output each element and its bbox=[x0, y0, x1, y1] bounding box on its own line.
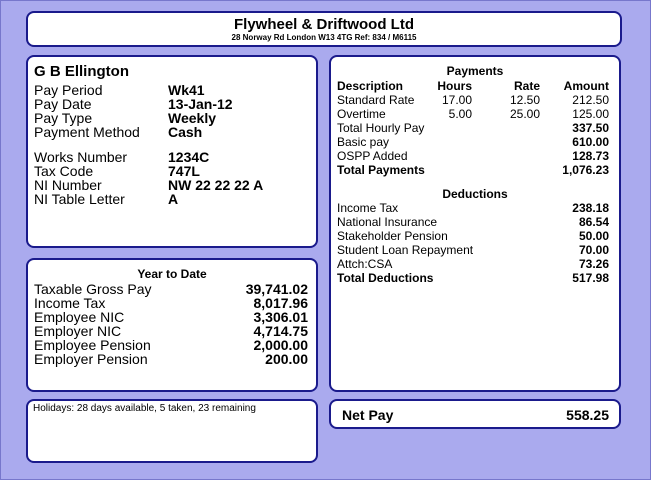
payment-line-amount: 125.00 bbox=[572, 107, 609, 121]
net-pay-panel bbox=[329, 399, 621, 429]
field-value-ni-table-letter: A bbox=[168, 191, 179, 207]
field-value-pay-period: Wk41 bbox=[168, 82, 205, 98]
notes-panel bbox=[26, 399, 318, 463]
ytd-label: Employer Pension bbox=[34, 351, 148, 367]
employee-panel bbox=[26, 55, 318, 248]
total-deductions-label: Total Deductions bbox=[337, 271, 434, 285]
payments-title: Payments bbox=[446, 64, 504, 78]
ytd-value: 3,306.01 bbox=[253, 309, 308, 325]
field-value-pay-type: Weekly bbox=[168, 110, 216, 126]
ytd-value: 2,000.00 bbox=[253, 337, 308, 353]
field-label-tax-code: Tax Code bbox=[34, 163, 94, 179]
net-pay-label: Net Pay bbox=[342, 407, 394, 423]
field-label-works-number: Works Number bbox=[34, 149, 128, 165]
ytd-label: Employee Pension bbox=[34, 337, 151, 353]
field-label-pay-period: Pay Period bbox=[34, 82, 103, 98]
deduction-label: Stakeholder Pension bbox=[337, 229, 448, 243]
company-name: Flywheel & Driftwood Ltd bbox=[234, 16, 414, 33]
deduction-value: 86.54 bbox=[578, 215, 609, 229]
deduction-value: 70.00 bbox=[578, 243, 609, 257]
payments-panel bbox=[329, 55, 621, 392]
ytd-label: Employee NIC bbox=[34, 309, 125, 325]
ytd-value: 8,017.96 bbox=[253, 295, 308, 311]
deduction-value: 50.00 bbox=[578, 229, 609, 243]
deduction-label: National Insurance bbox=[337, 215, 438, 229]
employee-name: G B Ellington bbox=[34, 63, 129, 80]
col-header-description: Description bbox=[337, 79, 404, 93]
field-label-pay-date: Pay Date bbox=[34, 96, 92, 112]
field-label-payment-method: Payment Method bbox=[34, 124, 140, 140]
deductions-title: Deductions bbox=[442, 187, 508, 201]
ytd-value: 39,741.02 bbox=[245, 281, 308, 297]
total-deductions-value: 517.98 bbox=[572, 271, 609, 285]
field-value-ni-number: NW 22 22 22 A bbox=[168, 177, 264, 193]
ytd-label: Taxable Gross Pay bbox=[34, 281, 152, 297]
ytd-value: 4,714.75 bbox=[253, 323, 308, 339]
deduction-value: 73.26 bbox=[578, 257, 609, 271]
ytd-value: 200.00 bbox=[265, 351, 308, 367]
deduction-label: Income Tax bbox=[337, 201, 399, 215]
payment-summary-label: Total Hourly Pay bbox=[337, 121, 425, 135]
col-header-hours: Hours bbox=[437, 79, 472, 93]
payment-summary-label: OSPP Added bbox=[337, 149, 408, 163]
ytd-label: Employer NIC bbox=[34, 323, 122, 339]
payment-line-rate: 25.00 bbox=[509, 107, 540, 121]
col-header-amount: Amount bbox=[563, 79, 609, 93]
company-header bbox=[26, 11, 622, 47]
payment-line-desc: Overtime bbox=[337, 107, 386, 121]
field-label-ni-number: NI Number bbox=[34, 177, 102, 193]
payment-summary-value: 610.00 bbox=[572, 135, 609, 149]
payment-summary-label: Basic pay bbox=[337, 135, 390, 149]
payment-line-hours: 17.00 bbox=[441, 93, 472, 107]
deduction-label: Attch:CSA bbox=[337, 257, 393, 271]
payment-line-amount: 212.50 bbox=[572, 93, 609, 107]
total-payments-value: 1,076.23 bbox=[562, 163, 609, 177]
payment-summary-value: 337.50 bbox=[572, 121, 609, 135]
deduction-label: Student Loan Repayment bbox=[337, 243, 474, 257]
net-pay-value: 558.25 bbox=[566, 407, 609, 423]
col-header-rate: Rate bbox=[513, 79, 540, 93]
deduction-value: 238.18 bbox=[572, 201, 609, 215]
payment-summary-value: 128.73 bbox=[572, 149, 609, 163]
payment-line-hours: 5.00 bbox=[448, 107, 472, 121]
payment-line-desc: Standard Rate bbox=[337, 93, 415, 107]
total-payments-label: Total Payments bbox=[337, 163, 425, 177]
field-value-works-number: 1234C bbox=[168, 149, 210, 165]
field-value-pay-date: 13-Jan-12 bbox=[168, 96, 233, 112]
ytd-label: Income Tax bbox=[34, 295, 106, 311]
ytd-title: Year to Date bbox=[137, 267, 207, 281]
holiday-note: Holidays: 28 days available, 5 taken, 23 remaining bbox=[33, 403, 256, 414]
year-to-date-panel bbox=[26, 258, 318, 392]
payment-line-rate: 12.50 bbox=[509, 93, 540, 107]
field-value-tax-code: 747L bbox=[168, 163, 200, 179]
field-value-payment-method: Cash bbox=[168, 124, 203, 140]
field-label-pay-type: Pay Type bbox=[34, 110, 93, 126]
field-label-ni-table-letter: NI Table Letter bbox=[34, 191, 125, 207]
company-address: 28 Norway Rd London W13 4TG Ref: 834 / M6115 bbox=[231, 33, 417, 42]
